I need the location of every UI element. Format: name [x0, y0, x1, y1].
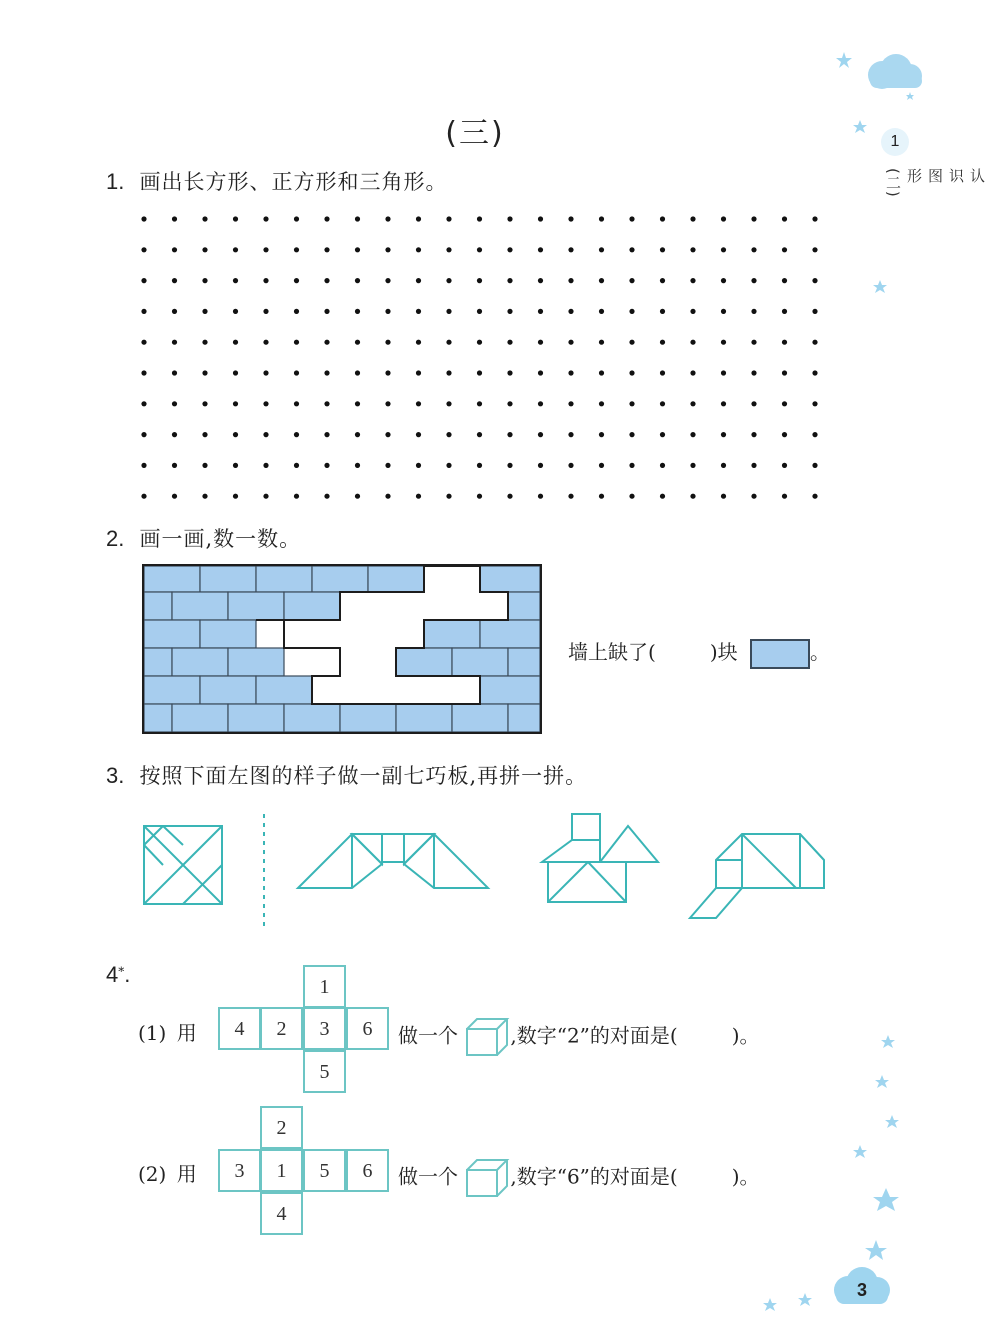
grid-dot: [477, 370, 482, 375]
grid-dot: [782, 432, 787, 437]
grid-dot: [385, 247, 390, 252]
dot-grid[interactable]: [130, 205, 850, 505]
grid-dot: [324, 340, 329, 345]
grid-dot: [416, 401, 421, 406]
grid-dot: [202, 247, 207, 252]
grid-dot: [751, 401, 756, 406]
grid-dot: [538, 278, 543, 283]
net-cell: 5: [303, 1050, 346, 1093]
grid-dot: [141, 247, 146, 252]
answer-end: 。: [809, 640, 830, 664]
grid-dot: [141, 216, 146, 221]
grid-dot: [141, 494, 146, 499]
grid-dot: [202, 309, 207, 314]
grid-dot: [782, 309, 787, 314]
grid-dot: [599, 309, 604, 314]
question-text: 按照下面左图的样子做一副七巧板,再拼一拼。: [139, 764, 588, 788]
grid-dot: [599, 494, 604, 499]
grid-dot: [507, 432, 512, 437]
q2-answer-line: [568, 636, 830, 669]
grid-dot: [507, 401, 512, 406]
grid-dot: [660, 278, 665, 283]
grid-dot: [782, 340, 787, 345]
part-label: (2): [138, 1162, 167, 1186]
page-title: (三): [445, 116, 505, 151]
grid-dot: [507, 494, 512, 499]
grid-dot: [233, 370, 238, 375]
grid-dot: [690, 494, 695, 499]
grid-dot: [660, 370, 665, 375]
tangram-house: [542, 814, 658, 902]
grid-dot: [294, 216, 299, 221]
grid-dot: [721, 494, 726, 499]
grid-dot: [324, 432, 329, 437]
grid-dot: [782, 494, 787, 499]
grid-dot: [568, 432, 573, 437]
grid-dot: [446, 216, 451, 221]
grid-dot: [172, 309, 177, 314]
grid-dot: [416, 370, 421, 375]
grid-dot: [751, 340, 756, 345]
tangram-shape: [690, 834, 824, 918]
grid-dot: [568, 247, 573, 252]
grid-dot: [568, 494, 573, 499]
grid-dot: [599, 247, 604, 252]
grid-dot: [446, 340, 451, 345]
grid-dot: [812, 216, 817, 221]
grid-dot: [172, 247, 177, 252]
grid-dot: [172, 216, 177, 221]
question-2: [106, 523, 301, 553]
grid-dot: [294, 370, 299, 375]
grid-dot: [233, 309, 238, 314]
part-question: ,数字“6”的对面是(: [510, 1164, 678, 1189]
grid-dot: [477, 401, 482, 406]
grid-dot: [690, 216, 695, 221]
grid-dot: [690, 309, 695, 314]
question-text: 画一画,数一数。: [139, 527, 302, 551]
grid-dot: [294, 432, 299, 437]
grid-dot: [812, 370, 817, 375]
grid-dot: [355, 340, 360, 345]
grid-dot: [721, 247, 726, 252]
net-cell: 4: [218, 1007, 261, 1050]
grid-dot: [599, 401, 604, 406]
grid-dot: [751, 370, 756, 375]
grid-dot: [233, 247, 238, 252]
grid-dot: [477, 463, 482, 468]
grid-dot: [477, 247, 482, 252]
brick-icon: [750, 639, 810, 669]
grid-dot: [568, 370, 573, 375]
grid-dot: [690, 432, 695, 437]
grid-dot: [690, 463, 695, 468]
grid-dot: [782, 247, 787, 252]
grid-dot: [233, 432, 238, 437]
grid-dot: [141, 370, 146, 375]
grid-dot: [812, 494, 817, 499]
grid-dot: [568, 278, 573, 283]
grid-dot: [660, 216, 665, 221]
grid-dot: [263, 309, 268, 314]
question-3: [106, 760, 587, 790]
grid-dot: [477, 278, 482, 283]
grid-dot: [263, 432, 268, 437]
grid-dot: [538, 401, 543, 406]
grid-dot: [446, 309, 451, 314]
grid-dot: [324, 494, 329, 499]
grid-dot: [782, 463, 787, 468]
grid-dot: [263, 216, 268, 221]
grid-dot: [599, 278, 604, 283]
grid-dot: [721, 309, 726, 314]
net-cell: 1: [260, 1149, 303, 1192]
grid-dot: [751, 247, 756, 252]
grid-dot: [324, 401, 329, 406]
grid-dot: [385, 494, 390, 499]
grid-dot: [202, 340, 207, 345]
net-cell: 6: [346, 1007, 389, 1050]
grid-dot: [782, 370, 787, 375]
grid-dot: [416, 432, 421, 437]
grid-dot: [416, 340, 421, 345]
grid-dot: [599, 370, 604, 375]
grid-dot: [355, 216, 360, 221]
grid-dot: [355, 370, 360, 375]
question-4: [106, 962, 130, 988]
grid-dot: [233, 278, 238, 283]
grid-dot: [233, 216, 238, 221]
question-dot: .: [124, 962, 131, 987]
optional-mark: *: [118, 964, 125, 979]
grid-dot: [721, 216, 726, 221]
question-number: 4: [106, 962, 119, 987]
grid-dot: [446, 401, 451, 406]
grid-dot: [751, 463, 756, 468]
part-end: )。: [731, 1023, 760, 1048]
grid-dot: [294, 278, 299, 283]
net-cell: 1: [303, 965, 346, 1008]
grid-dot: [446, 247, 451, 252]
grid-dot: [202, 494, 207, 499]
grid-dot: [751, 432, 756, 437]
grid-dot: [629, 370, 634, 375]
grid-dot: [141, 278, 146, 283]
grid-dot: [355, 401, 360, 406]
grid-dot: [385, 216, 390, 221]
grid-dot: [416, 494, 421, 499]
grid-dot: [202, 432, 207, 437]
grid-dot: [812, 278, 817, 283]
grid-dot: [446, 432, 451, 437]
grid-dot: [660, 494, 665, 499]
grid-dot: [507, 216, 512, 221]
page-number: 3: [856, 1280, 867, 1300]
net-cell: 6: [346, 1149, 389, 1192]
net-cell: 2: [260, 1106, 303, 1149]
grid-dot: [263, 494, 268, 499]
net-cell: 3: [218, 1149, 261, 1192]
grid-dot: [751, 278, 756, 283]
grid-dot: [629, 340, 634, 345]
grid-dot: [751, 309, 756, 314]
grid-dot: [355, 278, 360, 283]
grid-dot: [172, 494, 177, 499]
tangram-square: [144, 826, 222, 904]
grid-dot: [690, 278, 695, 283]
grid-dot: [141, 401, 146, 406]
grid-dot: [660, 309, 665, 314]
grid-dot: [385, 309, 390, 314]
grid-dot: [629, 401, 634, 406]
grid-dot: [568, 216, 573, 221]
grid-dot: [202, 401, 207, 406]
cube-icon: [464, 1158, 510, 1198]
part-make: 做一个: [398, 1023, 458, 1048]
grid-dot: [751, 216, 756, 221]
grid-dot: [507, 247, 512, 252]
grid-dot: [202, 216, 207, 221]
question-number: 2.: [106, 526, 125, 551]
grid-dot: [690, 247, 695, 252]
grid-dot: [507, 463, 512, 468]
grid-dot: [416, 247, 421, 252]
grid-dot: [751, 494, 756, 499]
grid-dot: [538, 247, 543, 252]
net-cell: 2: [260, 1007, 303, 1050]
unit-number-badge: 1: [881, 128, 909, 156]
grid-dot: [446, 278, 451, 283]
grid-dot: [172, 370, 177, 375]
grid-dot: [172, 463, 177, 468]
grid-dot: [721, 432, 726, 437]
grid-dot: [629, 309, 634, 314]
grid-dot: [263, 370, 268, 375]
grid-dot: [782, 278, 787, 283]
grid-dot: [324, 463, 329, 468]
grid-dot: [233, 401, 238, 406]
grid-dot: [324, 216, 329, 221]
grid-dot: [629, 216, 634, 221]
grid-dot: [690, 401, 695, 406]
question-number: 1.: [106, 169, 125, 194]
grid-dot: [538, 463, 543, 468]
grid-dot: [416, 309, 421, 314]
grid-dot: [690, 340, 695, 345]
q4-part2-label: [138, 1158, 197, 1187]
question-1: [106, 166, 447, 196]
grid-dot: [812, 463, 817, 468]
grid-dot: [355, 432, 360, 437]
answer-suffix: )块: [709, 640, 738, 664]
grid-dot: [812, 309, 817, 314]
grid-dot: [568, 463, 573, 468]
grid-dot: [263, 463, 268, 468]
tangram-bridge: [298, 834, 488, 888]
grid-dot: [812, 401, 817, 406]
grid-dot: [477, 216, 482, 221]
grid-dot: [324, 278, 329, 283]
grid-dot: [233, 494, 238, 499]
grid-dot: [263, 278, 268, 283]
grid-dot: [294, 309, 299, 314]
grid-dot: [507, 309, 512, 314]
grid-dot: [629, 432, 634, 437]
grid-dot: [202, 370, 207, 375]
grid-dot: [294, 463, 299, 468]
grid-dot: [812, 432, 817, 437]
answer-prefix: 墙上缺了(: [568, 640, 656, 664]
grid-dot: [538, 340, 543, 345]
grid-dot: [538, 370, 543, 375]
part-make: 做一个: [398, 1164, 458, 1189]
grid-dot: [416, 278, 421, 283]
grid-dot: [538, 494, 543, 499]
grid-dot: [477, 432, 482, 437]
part-question: ,数字“2”的对面是(: [510, 1023, 678, 1048]
part-end: )。: [731, 1164, 760, 1189]
grid-dot: [141, 340, 146, 345]
question-text: 画出长方形、正方形和三角形。: [139, 170, 448, 194]
grid-dot: [721, 340, 726, 345]
grid-dot: [721, 278, 726, 283]
grid-dot: [599, 432, 604, 437]
grid-dot: [294, 340, 299, 345]
unit-title: 认识图形(二): [884, 168, 986, 198]
q4-part1-sentence: [398, 1017, 760, 1057]
grid-dot: [812, 247, 817, 252]
net-cell: 3: [303, 1007, 346, 1050]
cube-icon: [464, 1017, 510, 1057]
cloud-icon: [868, 54, 922, 89]
net-cell: 5: [303, 1149, 346, 1192]
grid-dot: [477, 340, 482, 345]
grid-dot: [507, 370, 512, 375]
grid-dot: [629, 494, 634, 499]
grid-dot: [385, 340, 390, 345]
grid-dot: [355, 494, 360, 499]
grid-dot: [568, 340, 573, 345]
grid-dot: [507, 278, 512, 283]
question-number: 3.: [106, 763, 125, 788]
grid-dot: [629, 278, 634, 283]
grid-dot: [416, 463, 421, 468]
grid-dot: [446, 494, 451, 499]
grid-dot: [660, 432, 665, 437]
grid-dot: [660, 247, 665, 252]
grid-dot: [385, 370, 390, 375]
grid-dot: [660, 340, 665, 345]
grid-dot: [599, 340, 604, 345]
grid-dot: [141, 463, 146, 468]
grid-dot: [660, 401, 665, 406]
grid-dot: [721, 401, 726, 406]
grid-dot: [324, 370, 329, 375]
tangram-figures: [130, 812, 850, 932]
grid-dot: [721, 463, 726, 468]
grid-dot: [294, 247, 299, 252]
grid-dot: [538, 432, 543, 437]
net-cell: 4: [260, 1192, 303, 1235]
grid-dot: [172, 401, 177, 406]
grid-dot: [721, 370, 726, 375]
grid-dot: [507, 340, 512, 345]
grid-dot: [538, 216, 543, 221]
grid-dot: [233, 463, 238, 468]
grid-dot: [355, 463, 360, 468]
grid-dot: [172, 432, 177, 437]
grid-dot: [202, 278, 207, 283]
grid-dot: [233, 340, 238, 345]
q4-part1-label: [138, 1017, 197, 1046]
grid-dot: [477, 309, 482, 314]
grid-dot: [385, 401, 390, 406]
part-use: 用: [176, 1162, 197, 1186]
grid-dot: [568, 401, 573, 406]
grid-dot: [629, 247, 634, 252]
grid-dot: [355, 309, 360, 314]
grid-dot: [599, 216, 604, 221]
grid-dot: [141, 432, 146, 437]
grid-dot: [172, 278, 177, 283]
grid-dot: [629, 463, 634, 468]
grid-dot: [141, 309, 146, 314]
grid-dot: [324, 309, 329, 314]
grid-dot: [599, 463, 604, 468]
grid-dot: [446, 463, 451, 468]
part-use: 用: [176, 1021, 197, 1045]
brick-wall-figure: [142, 564, 542, 734]
grid-dot: [477, 494, 482, 499]
grid-dot: [355, 247, 360, 252]
grid-dot: [172, 340, 177, 345]
q4-part2-sentence: [398, 1158, 760, 1198]
grid-dot: [660, 463, 665, 468]
grid-dot: [690, 370, 695, 375]
grid-dot: [385, 278, 390, 283]
grid-dot: [782, 401, 787, 406]
grid-dot: [446, 370, 451, 375]
grid-dot: [294, 494, 299, 499]
grid-dot: [385, 432, 390, 437]
grid-dot: [294, 401, 299, 406]
grid-dot: [538, 309, 543, 314]
grid-dot: [385, 463, 390, 468]
grid-dot: [324, 247, 329, 252]
grid-dot: [202, 463, 207, 468]
grid-dot: [263, 247, 268, 252]
grid-dot: [812, 340, 817, 345]
grid-dot: [263, 401, 268, 406]
grid-dot: [263, 340, 268, 345]
grid-dot: [568, 309, 573, 314]
part-label: (1): [138, 1021, 167, 1045]
grid-dot: [782, 216, 787, 221]
grid-dot: [416, 216, 421, 221]
